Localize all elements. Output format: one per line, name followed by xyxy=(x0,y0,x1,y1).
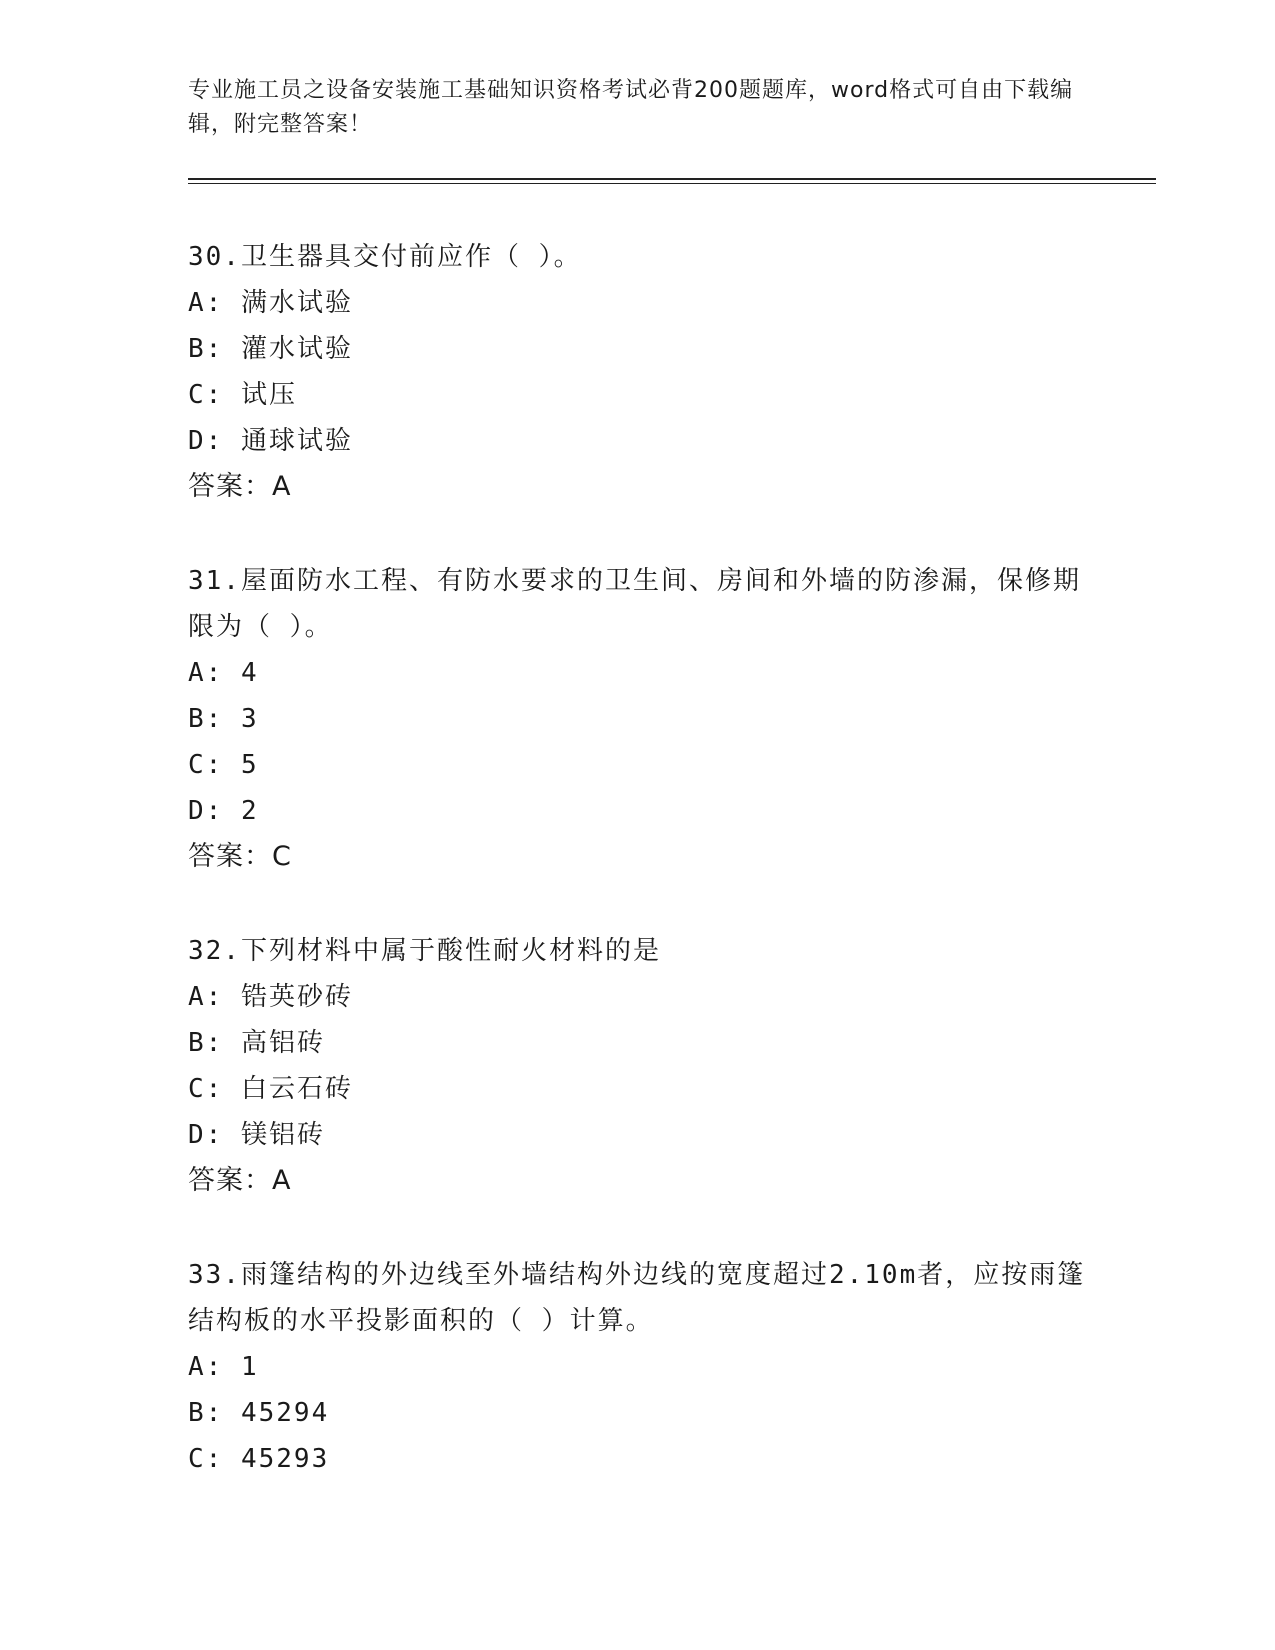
question-list xyxy=(188,234,1088,1530)
question-text: 32.下列材料中属于酸性耐火材料的是 xyxy=(188,936,661,966)
option-a: A: 4 xyxy=(188,658,259,688)
option-c: C: 白云石砖 xyxy=(188,1074,353,1104)
option-b: B: 3 xyxy=(188,704,259,734)
option-c: C: 试压 xyxy=(188,380,297,410)
question-text: 30.卫生器具交付前应作（ ）。 xyxy=(188,242,582,272)
question-text: 33.雨篷结构的外边线至外墙结构外边线的宽度超过2.10m者，应按雨篷结构板的水平投影面积的（ ）计算。 xyxy=(188,1260,1086,1336)
option-a: A: 满水试验 xyxy=(188,288,353,318)
option-b: B: 45294 xyxy=(188,1398,330,1428)
option-a: A: 1 xyxy=(188,1352,259,1382)
page-header xyxy=(188,74,1078,142)
option-d: D: 通球试验 xyxy=(188,426,353,456)
question-31 xyxy=(188,558,1088,880)
question-30 xyxy=(188,234,1088,510)
option-d: D: 镁铝砖 xyxy=(188,1120,325,1150)
header-title: 专业施工员之设备安装施工基础知识资格考试必背200题题库，word格式可自由下载编辑，附完整答案！ xyxy=(188,78,1074,137)
option-a: A: 锆英砂砖 xyxy=(188,982,353,1012)
answer: 答案：A xyxy=(188,471,292,502)
question-text: 31.屋面防水工程、有防水要求的卫生间、房间和外墙的防渗漏，保修期限为（ ）。 xyxy=(188,566,1081,642)
option-b: B: 高铝砖 xyxy=(188,1028,325,1058)
header-divider xyxy=(188,178,1156,184)
option-b: B: 灌水试验 xyxy=(188,334,353,364)
option-c: C: 45293 xyxy=(188,1444,330,1474)
option-d: D: 2 xyxy=(188,796,259,826)
option-c: C: 5 xyxy=(188,750,259,780)
answer: 答案：C xyxy=(188,841,292,872)
question-33 xyxy=(188,1252,1088,1482)
question-32 xyxy=(188,928,1088,1204)
answer: 答案：A xyxy=(188,1165,292,1196)
